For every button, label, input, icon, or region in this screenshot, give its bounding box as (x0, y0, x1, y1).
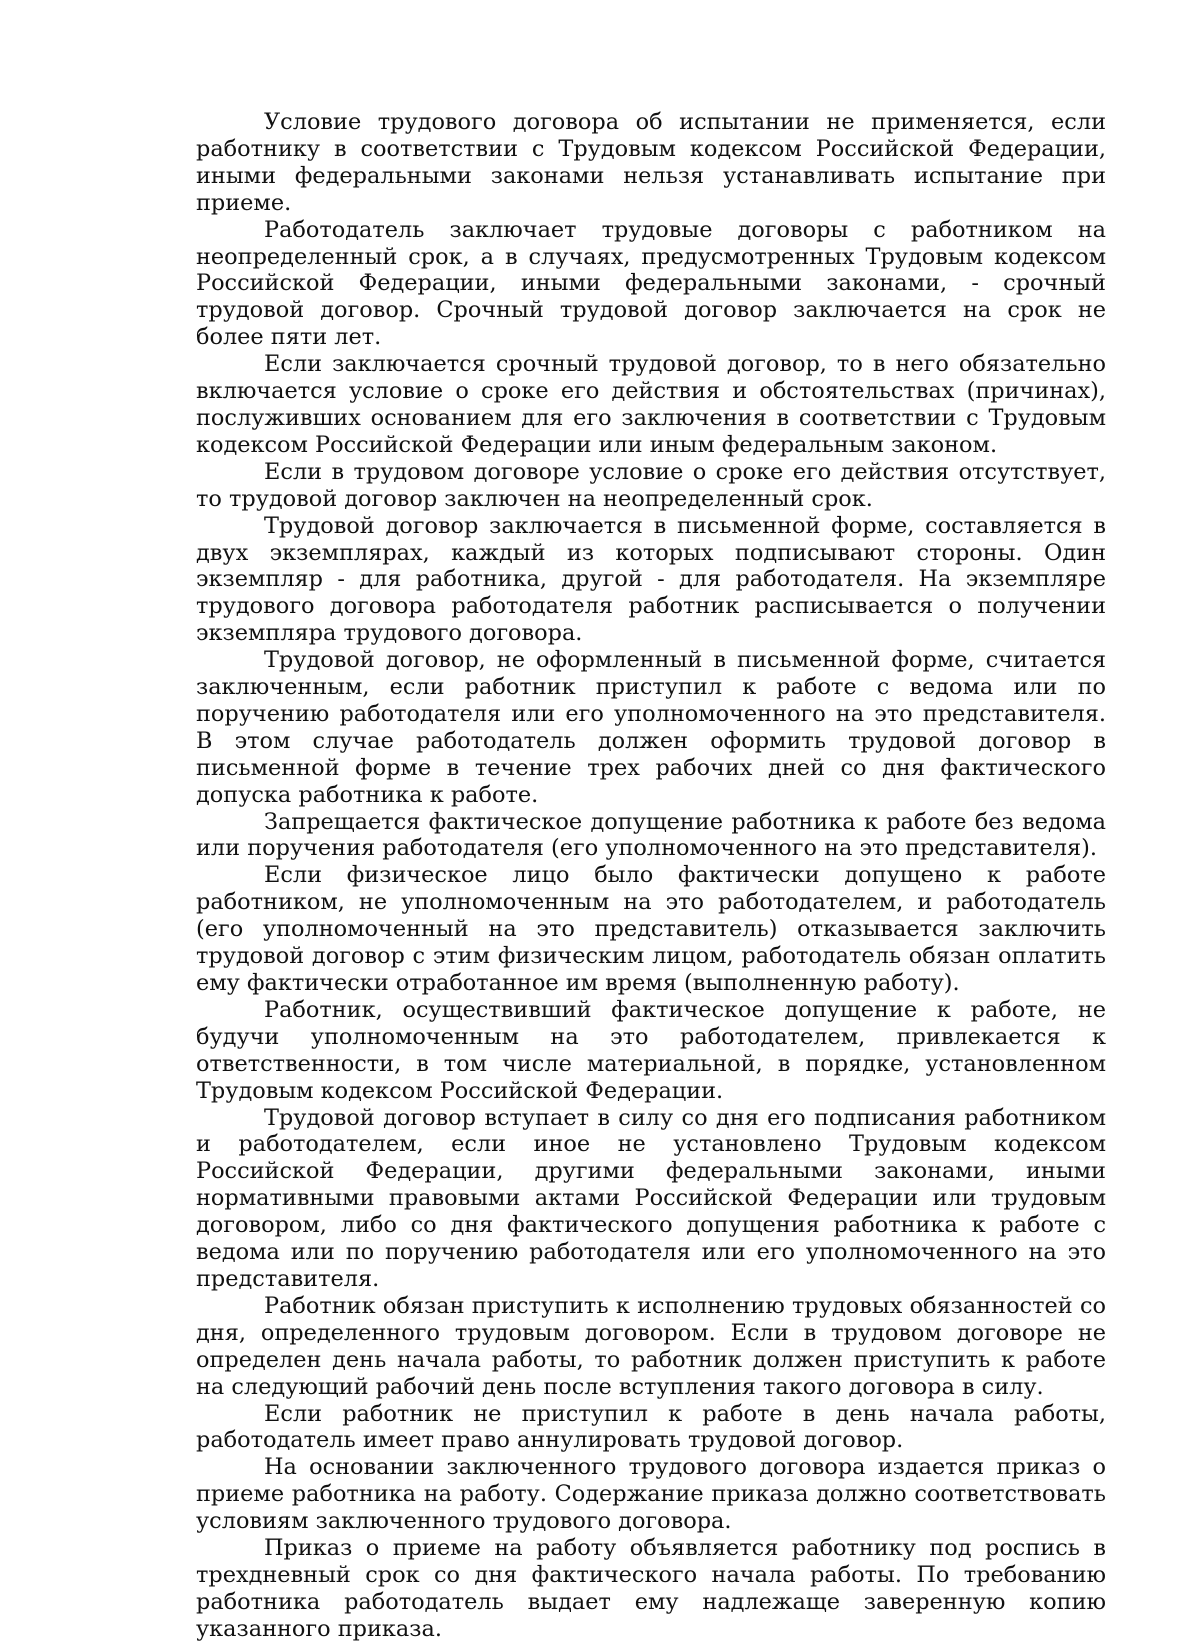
paragraph-order-announcement: Приказ о приеме на работу объявляется работнику под роспись в трехдневный срок со дня фактического начала работы. По требованию работника работодатель выдает ему надлежаще заверенную копию указанного приказа. (196, 1535, 1106, 1642)
paragraph-unformalized-contract: Трудовой договор, не оформленный в письменной форме, считается заключенным, если работник приступил к работе с ведома или по поручению работодателя или его уполномоченного на это представителя. В этом случае работодатель должен оформить трудовой договор в письменной форме в течение трех рабочих дней со дня фактического допуска работника к работе. (196, 647, 1106, 808)
paragraph-entry-into-force: Трудовой договор вступает в силу со дня его подписания работником и работодателем, если иное не установлено Трудовым кодексом Российской Федерации, другими федеральными законами, иными нормативными правовыми актами Российской Федерации или трудовым договором, либо со дня фактического допущения работника к работе с ведома или по поручению работодателя или его уполномоченного на это представителя. (196, 1104, 1106, 1292)
paragraph-unauthorized-admission: Если физическое лицо было фактически допущено к работе работником, не уполномоченным на это работодателем, и работодатель (его уполномоченный на это представитель) отказывается заключить трудовой договор с этим физическим лицом, работодатель обязан оплатить ему фактически отработанное им время (выполненную работу). (196, 862, 1106, 996)
paragraph-indefinite-term: Если в трудовом договоре условие о сроке его действия отсутствует, то трудовой договор заключен на неопределенный срок. (196, 458, 1106, 512)
paragraph-liability: Работник, осуществивший фактическое допущение к работе, не будучи уполномоченным на это работодателем, привлекается к ответственности, в том числе материальной, в порядке, установленном Трудовым кодексом Российской Федерации. (196, 996, 1106, 1104)
paragraph-prohibition: Запрещается фактическое допущение работника к работе без ведома или поручения работодателя (его уполномоченного на это представителя). (196, 808, 1106, 862)
paragraph-contract-term: Работодатель заключает трудовые договоры с работником на неопределенный срок, а в случаях, предусмотренных Трудовым кодексом Российской Федерации, иными федеральными законами, - срочный трудовой договор. Срочный трудовой договор заключается на срок не более пяти лет. (196, 216, 1106, 351)
paragraph-written-form: Трудовой договор заключается в письменной форме, составляется в двух экземплярах, каждый из которых подписывают стороны. Один экземпляр - для работника, другой - для работодателя. На экземпляре трудового договора работодателя работник расписывается о получении экземпляра трудового договора. (196, 512, 1106, 647)
paragraph-probation-not-applied: Условие трудового договора об испытании не применяется, если работнику в соответствии с Трудовым кодексом Российской Федерации, иными федеральными законами нельзя устанавливать испытание при приеме. (196, 109, 1106, 216)
paragraph-fixed-term-conditions: Если заключается срочный трудовой договор, то в него обязательно включается условие о сроке его действия и обстоятельствах (причинах), послуживших основанием для его заключения в соответствии с Трудовым кодексом Российской Федерации или иным федеральным законом. (196, 351, 1106, 458)
document-page (196, 109, 1106, 1643)
paragraph-annulment: Если работник не приступил к работе в день начала работы, работодатель имеет право аннулировать трудовой договор. (196, 1400, 1106, 1454)
paragraph-start-of-work: Работник обязан приступить к исполнению трудовых обязанностей со дня, определенного трудовым договором. Если в трудовом договоре не определен день начала работы, то работник должен приступить к работе на следующий рабочий день после вступления такого договора в силу. (196, 1292, 1106, 1400)
paragraph-hiring-order: На основании заключенного трудового договора издается приказ о приеме работника на работу. Содержание приказа должно соответствовать условиям заключенного трудового договора. (196, 1454, 1106, 1535)
